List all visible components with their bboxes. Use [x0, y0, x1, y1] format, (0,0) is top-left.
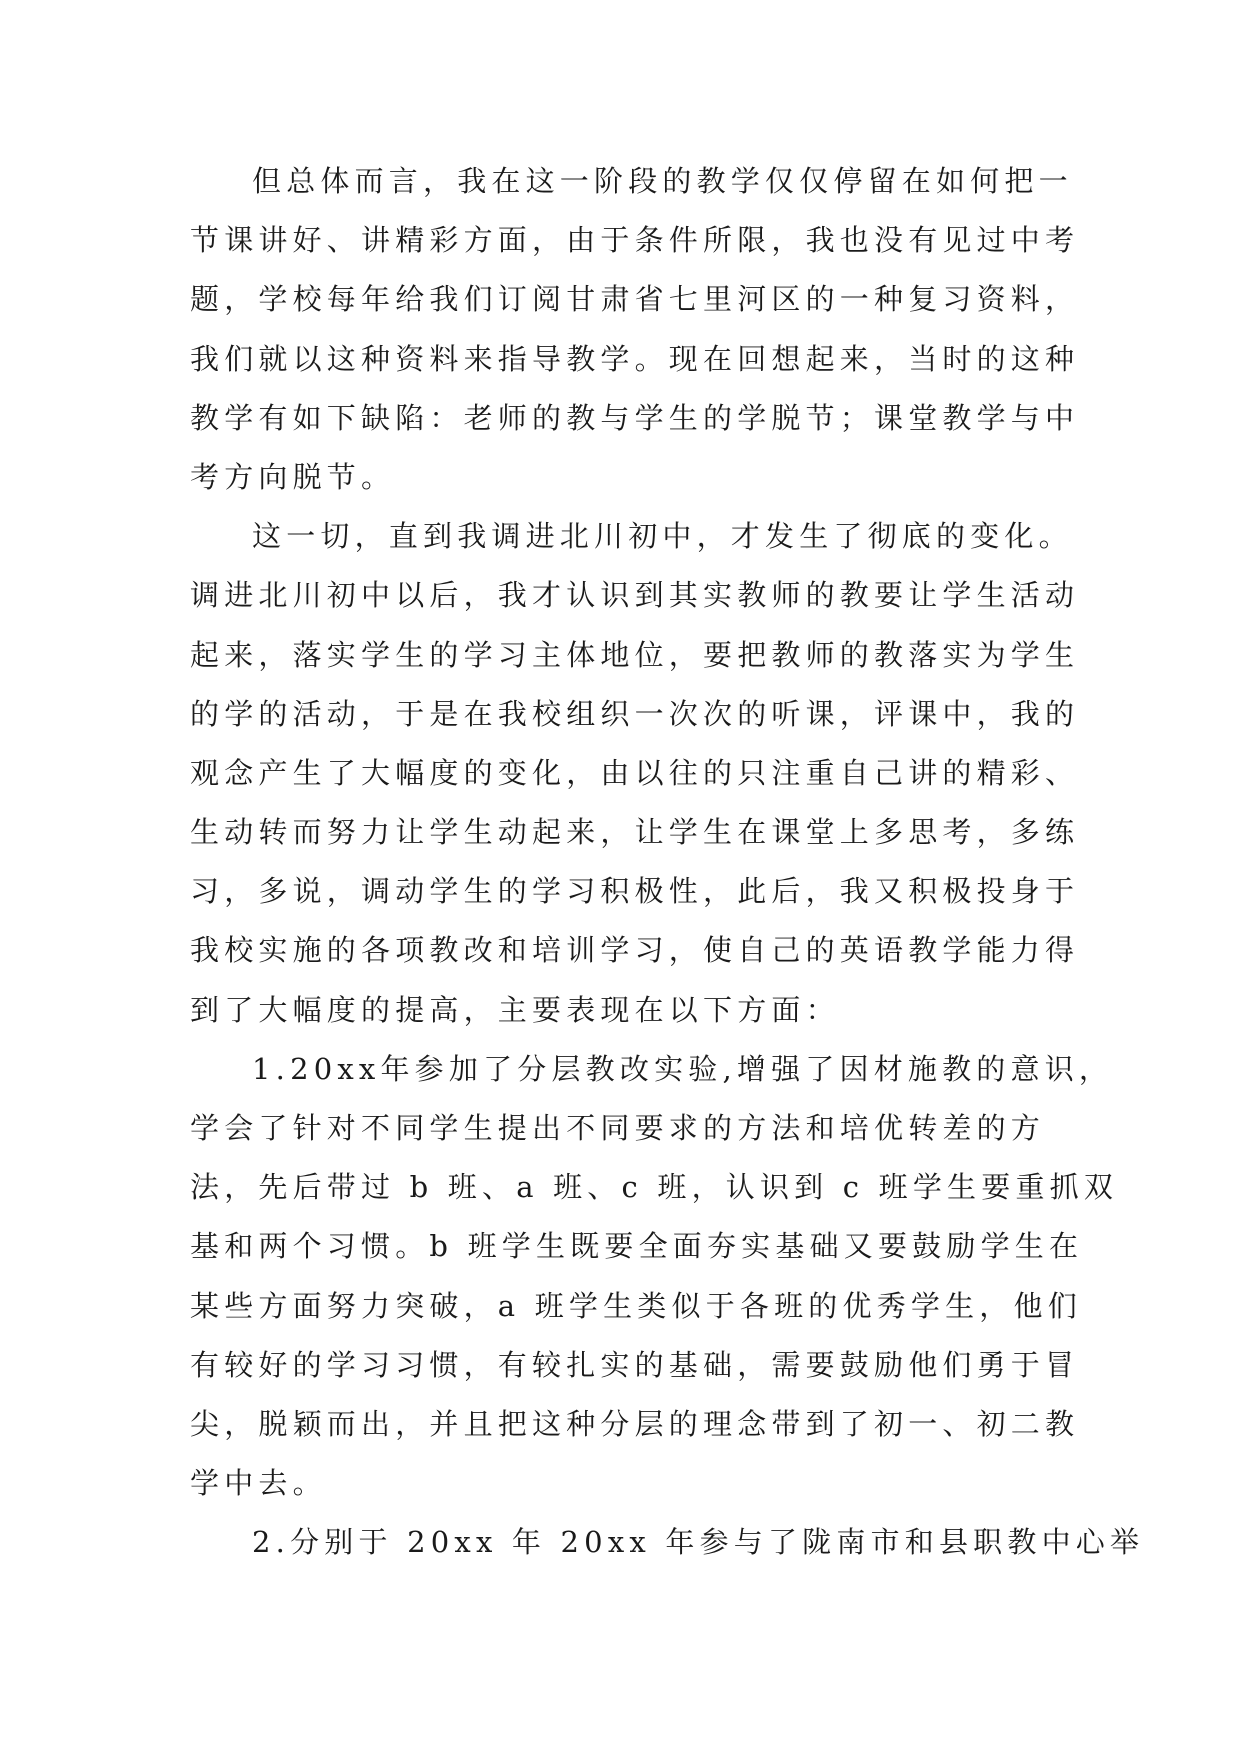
text-line: 尖，脱颖而出，并且把这种分层的理念带到了初一、初二教 — [190, 1406, 1080, 1441]
text-line: 生动转而努力让学生动起来，让学生在课堂上多思考，多练 — [190, 815, 1080, 850]
text-line: 有较好的学习习惯，有较扎实的基础，需要鼓励他们勇于冒 — [190, 1347, 1080, 1382]
text-line: 但总体而言，我在这一阶段的教学仅仅停留在如何把一 — [252, 164, 1073, 198]
text-line: 学会了针对不同学生提出不同要求的方法和培优转差的方 — [190, 1111, 1046, 1145]
text-line: 这一切，直到我调进北川初中，才发生了彻底的变化。 — [252, 519, 1073, 554]
text-line: 教学有如下缺陷：老师的教与学生的学脱节；课堂教学与中 — [190, 400, 1080, 435]
text-line: 节课讲好、讲精彩方面，由于条件所限，我也没有见过中考 — [190, 223, 1080, 258]
text-line: 考方向脱节。 — [190, 459, 396, 494]
text-line: 到了大幅度的提高，主要表现在以下方面： — [190, 992, 840, 1027]
text-line: 观念产生了大幅度的变化，由以往的只注重自己讲的精彩、 — [190, 755, 1080, 790]
text-line: 学中去。 — [190, 1466, 327, 1501]
text-line: 1.20xx年参加了分层教改实验,增强了因材施教的意识， — [252, 1051, 1114, 1086]
text-line: 题，学校每年给我们订阅甘肃省七里河区的一种复习资料， — [190, 282, 1080, 317]
text-line: 的学的活动，于是在我校组织一次次的听课，评课中，我的 — [190, 696, 1080, 731]
text-line: 调进北川初中以后，我才认识到其实教师的教要让学生活动 — [190, 578, 1080, 613]
document-body — [190, 152, 1145, 1573]
text-line: 我们就以这种资料来指导教学。现在回想起来，当时的这种 — [190, 341, 1080, 376]
text-line: 起来，落实学生的学习主体地位，要把教师的教落实为学生 — [190, 637, 1080, 672]
text-line: 我校实施的各项教改和培训学习，使自己的英语教学能力得 — [190, 933, 1080, 968]
text-line: 法，先后带过 b 班、a 班、c 班，认识到 c 班学生要重抓双 — [190, 1170, 1119, 1205]
text-line: 习，多说，调动学生的学习积极性，此后，我又积极投身于 — [190, 874, 1080, 909]
text-line: 2.分别于 20xx 年 20xx 年参与了陇南市和县职教中心举 — [252, 1525, 1145, 1560]
text-line: 基和两个习惯。b 班学生既要全面夯实基础又要鼓励学生在 — [190, 1229, 1084, 1264]
text-line: 某些方面努力突破，a 班学生类似于各班的优秀学生，他们 — [190, 1288, 1082, 1323]
